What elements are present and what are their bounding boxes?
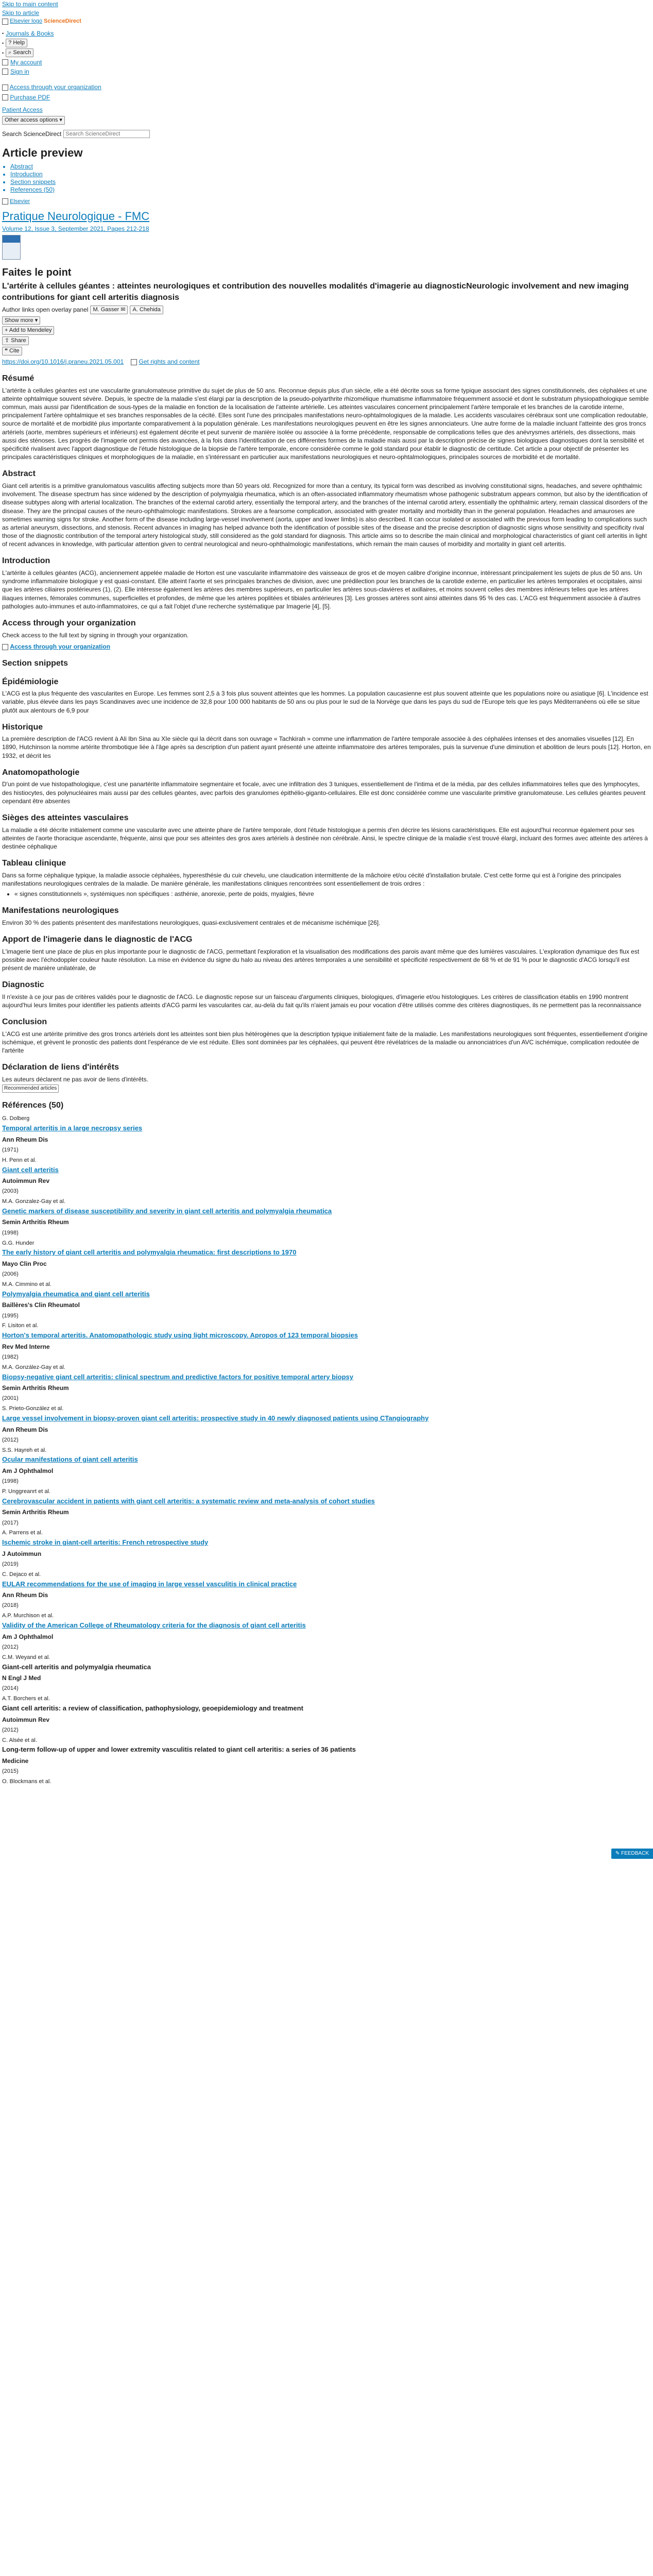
reference-item	[2, 1571, 651, 1609]
reference-item	[2, 1281, 651, 1319]
reference-authors: A. Parrens et al.	[2, 1530, 43, 1536]
reference-year: (1971)	[2, 1146, 19, 1153]
journal-issue-link[interactable]: Volume 12, Issue 3, September 2021, Pages 212-218	[2, 225, 149, 233]
article-category: Faites le point	[2, 267, 72, 279]
resume-text: L'artérite à cellules géantes est une vascularite granulomateuse primitive du sujet de plus de 50 ans. Reconnue depuis plus d'un siècle, elle a été décrite sous sa forme typique associant des signes constitutionnels, des céphalées et une atteinte ophtalmique souvent sévère. Depuis, le spectre de la maladie s'est élargi par la description de la pseudo-polyarthrite rhizomélique rhumatisme inflammatoire fréquemment associé et dont le substratum physiopathologique semble commun, mais aussi par l'identification de sous-types de la maladie en fonction de la localisation de l'atteinte artérielle. Les atteintes vasculaires concernent principalement l'artère temporale et les branches de la carotide interne, principalement l'artère ophtalmique et ses branches responsables de la cécité. Elles sont l'une des principales manifestations neuro-ophtalmologiques de la maladie. Les accidents vasculaires cérébraux sont une complication redoutable, source de mortalité et de morbidité plus importante comparativement à la population générale. Les manifestations neurologiques peuvent en être les signes annonciateurs. Une autre forme de la maladie incluant l'atteinte des gros troncs artériels (aorte, membres supérieurs et inférieurs) est également décrite et peut survenir de manière isolée ou associée à la forme précédente, responsable de complications telles que des anévrysmes artériels, des dissections, mais aussi des sténoses. Les progrès de l'imagerie ont permis des avancées, à la fois dans l'identification de ces différentes formes de la maladie mais aussi par la description précise de signes biologiques diagnostiques dont la sensibilité et spécificité rivalisent avec l'apport diagnostique de l'étude histologique de la biopsie de l'artère temporale, encore considérée comme le gold standard pour établir le diagnostic de certitude. Cet article a pour objectif de présenter les principales caractéristiques cliniques et morphologiques de la maladie, en s'intéressant en particulier aux manifestations neurologiques et neuro-ophtalmologiques, principales sources de morbidité et de mortalité.	[2, 386, 649, 461]
person-icon: ✉	[121, 306, 126, 313]
reference-title[interactable]: Genetic markers of disease susceptibility and severity in giant cell arteritis and polymyalgia rheumatica	[2, 1207, 332, 1215]
institution-icon	[2, 644, 8, 650]
search-label: Search ScienceDirect	[2, 130, 62, 138]
article-title: L'artérite à cellules géantes : atteintes neurologiques et contribution des nouvelles modalités d'imagerie au diagnosticNeurologic involvement and new imaging contributions for giant cell arteritis diagnosis	[2, 282, 629, 302]
reference-title[interactable]: Horton's temporal arteritis. Anatomopathologic study using light microscopy. Apropos of 123 temporal biopsies	[2, 1331, 358, 1340]
reference-title: Giant cell arteritis: a review of classification, pathophysiology, geoepidemiology and treatment	[2, 1704, 303, 1712]
anatomopathologie-text: D'un point de vue histopathologique, c'est une panartérite inflammatoire segmentaire et focale, avec une infiltration des 3 tuniques, essentiellement de l'intima et de la média, par des cellules inflammatoires telles que des lymphocytes, des histiocytes, des polynucléaires mais aussi par des cellules géantes, avec parfois des granulomes épithélio-giganto-cellulaires. Elle est donc considérée comme une vascularite primitive granulomateuse. Les cellules géantes peuvent cependant être absentes	[2, 781, 646, 805]
access-options	[2, 83, 651, 124]
reference-year: (2012)	[2, 1643, 19, 1650]
diagnostic-text: Il n'existe à ce jour pas de critères validés pour le diagnostic de l'ACG. Le diagnostic repose sur un faisceau d'arguments cliniques, biologiques, d'imagerie et/ou histologiques. Les critères de classification établis en 1990 montrent aujourd'hui leurs limites pour identifier les patients atteints d'ACG parmi les vascularites car, au-delà du fait qu'ils n'aient jamais eu pour vocation d'être utilisés comme des critères diagnostiques, ils ne permettent pas la reconnaissance	[2, 993, 642, 1009]
feedback-icon: ✎	[615, 1851, 620, 1856]
author-name: A. Chehida	[132, 306, 161, 313]
reference-year: (2015)	[2, 1768, 19, 1775]
access-org-heading: Access through your organization	[2, 618, 136, 628]
share-button[interactable]	[2, 336, 29, 345]
bullet-icon: •	[2, 31, 4, 37]
nav-help[interactable]	[2, 39, 651, 47]
reference-title[interactable]: Temporal arteritis in a large necropsy series	[2, 1124, 143, 1132]
sciencedirect-logo[interactable]: ScienceDirect	[43, 18, 81, 25]
sieges-heading: Sièges des atteintes vasculaires	[2, 814, 129, 822]
reference-year: (1998)	[2, 1229, 19, 1236]
reference-authors: G.G. Hunder	[2, 1240, 35, 1246]
reference-year: (2012)	[2, 1726, 19, 1733]
cart-icon	[2, 94, 8, 100]
reference-year: (1995)	[2, 1312, 19, 1319]
reference-title: Giant-cell arteritis and polymyalgia rheumatica	[2, 1663, 151, 1671]
reference-journal: J Autoimmun	[2, 1550, 42, 1557]
reference-item	[2, 1364, 651, 1402]
manifestations-heading: Manifestations neurologiques	[2, 906, 119, 916]
reference-title[interactable]: Giant cell arteritis	[2, 1165, 59, 1174]
purchase-pdf-link[interactable]: Purchase PDF	[10, 93, 50, 101]
purchase-pdf-row[interactable]	[2, 93, 651, 101]
reference-journal: Autoimmun Rev	[2, 1177, 50, 1185]
reference-authors: M.A. González-Gay et al.	[2, 1364, 65, 1370]
reference-authors: S.S. Hayreh et al.	[2, 1447, 47, 1453]
institution-icon	[2, 84, 8, 91]
reference-year: (2006)	[2, 1271, 19, 1278]
abstract-heading: Abstract	[2, 469, 36, 479]
other-access-row[interactable]	[2, 115, 651, 125]
elsevier-publisher-icon	[2, 198, 8, 205]
reference-journal: Mayo Clin Proc	[2, 1260, 47, 1267]
access-through-org-link[interactable]: Access through your organization	[9, 83, 101, 91]
sign-in-link[interactable]: Sign in	[10, 68, 29, 76]
reference-item	[2, 1157, 651, 1195]
publisher-logo[interactable]	[2, 198, 651, 206]
tableau-list	[14, 890, 651, 898]
add-to-mendeley-button[interactable]	[2, 326, 54, 335]
publisher-logo-text: Elsevier	[10, 198, 30, 205]
sign-in-icon	[2, 69, 8, 75]
reference-item	[2, 1695, 651, 1734]
reference-title: Long-term follow-up of upper and lower extremity vasculitis related to giant cell arteritis: a series of 36 patients	[2, 1745, 356, 1754]
tableau-text: Dans sa forme céphalique typique, la maladie associe céphalées, hyperesthésie du cuir chevelu, une claudication intermittente de la mâchoire et/ou cécité d'installation brutale. C'est cette forme qui est à l'origine des principales manifestations neurologiques centrales de la maladie. De manière générale, les manifestations cliniques rencontrées sont essentiellement de trois ordres :	[2, 871, 622, 887]
reference-year: (2017)	[2, 1519, 19, 1526]
cite-label: Cite	[9, 348, 20, 354]
reference-journal: Medicine	[2, 1757, 29, 1765]
reference-authors: C.M. Weyand et al.	[2, 1654, 50, 1660]
reference-title[interactable]: The early history of giant cell arteritis and polymyalgia rheumatica: first descriptions to 1970	[2, 1248, 297, 1257]
reference-journal: Semin Arthritis Rheum	[2, 1509, 69, 1516]
reference-journal: Semin Arthritis Rheum	[2, 1384, 69, 1392]
chevron-down-icon: ▾	[59, 117, 62, 124]
reference-item	[2, 1488, 651, 1527]
nav-sign-in[interactable]	[2, 67, 651, 76]
sieges-text: La maladie a été décrite initialement comme une vascularite avec une atteinte phare de l'artère temporale, dont l'étude histologique a permis d'en décrire les lésions caractéristiques. Elle est aujourd'hui reconnue également pour ses atteintes de l'aorte thoracique ascendante, fréquente, ainsi que pour ses atteintes des gros axes artériels à destinée non cérébrale. Ainsi, le spectre clinique de la maladie s'est trouvé élargi, incluant des formes avec atteinte des artères à destinée céphalique	[2, 826, 648, 850]
reference-journal: Semin Arthritis Rheum	[2, 1218, 69, 1226]
journal-title-link[interactable]: Pratique Neurologique - FMC	[2, 209, 150, 223]
feedback-label: FEEDBACK	[621, 1851, 649, 1856]
access-org-text: Check access to the full text by signing in through your organization.	[2, 631, 189, 639]
share-icon: ⇪	[5, 337, 10, 344]
search-nav-button[interactable]	[6, 48, 33, 57]
top-navigation	[2, 29, 651, 76]
header-logos	[2, 18, 651, 25]
reference-title[interactable]: Cerebrovascular accident in patients with giant cell arteritis: a systematic review and meta-analysis of cohort studies	[2, 1497, 375, 1505]
show-more-button[interactable]	[2, 316, 40, 325]
anatomopathologie-heading: Anatomopathologie	[2, 768, 80, 777]
search-input[interactable]	[63, 130, 150, 138]
journals-books-link[interactable]: Journals & Books	[6, 30, 54, 38]
my-account-link[interactable]: My account	[10, 59, 42, 66]
reference-title[interactable]: Ischemic stroke in giant-cell arteritis: French retrospective study	[2, 1538, 209, 1547]
reference-title[interactable]: Validity of the American College of Rheumatology criteria for the diagnosis of giant cell arteritis	[2, 1621, 306, 1630]
reference-title[interactable]: EULAR recommendations for the use of imaging in large vessel vasculitis in clinical practice	[2, 1580, 297, 1588]
reference-item	[2, 1654, 651, 1692]
author-button[interactable]	[90, 306, 128, 314]
help-icon: ?	[8, 40, 12, 46]
reference-year: (1982)	[2, 1353, 19, 1360]
introduction-heading: Introduction	[2, 556, 50, 566]
rights-link[interactable]: Get rights and content	[139, 358, 200, 365]
bullet-icon: •	[2, 40, 4, 46]
search-nav-label: Search	[13, 49, 31, 56]
tableau-heading: Tableau clinique	[2, 859, 66, 868]
doi-link[interactable]: https://doi.org/10.1016/j.praneu.2021.05.001	[2, 358, 124, 365]
other-access-label: Other access options	[5, 117, 58, 124]
skip-to-article-link[interactable]: Skip to article	[2, 9, 40, 17]
rights-row[interactable]	[131, 358, 199, 366]
chevron-down-icon: ▾	[35, 317, 38, 324]
reference-journal: Ann Rheum Dis	[2, 1591, 48, 1599]
copyright-icon	[131, 359, 137, 365]
search-bar	[2, 130, 651, 138]
search-icon: ⌕	[8, 49, 12, 56]
apport-text: L'imagerie tient une place de plus en plus importante pour le diagnostic de l'ACG, permettant l'exploration et la visualisation des modifications des parois avant même que des lumières vasculaires. L'exploration dynamique des flux est possible avec l'échodoppler couleur haute résolution. La mise en évidence du signe du halo au niveau des artères temporales a une sensibilité et spécificité respectivement de 68 % et de 91 % pour le diagnostic d'ACG lorsqu'il est présent de manière unilatérale, de	[2, 947, 640, 972]
nav-my-account[interactable]	[2, 58, 651, 66]
toc-item-section-snippets[interactable]: • Section snippets	[10, 178, 651, 186]
reference-item	[2, 1447, 651, 1485]
apport-heading: Apport de l'imagerie dans le diagnostic de l'ACG	[2, 935, 193, 944]
reference-journal: Am J Ophthalmol	[2, 1633, 54, 1640]
reference-year: (1998)	[2, 1478, 19, 1485]
reference-title[interactable]: Ocular manifestations of giant cell arteritis	[2, 1455, 138, 1464]
epidemiologie-text: L'ACG est la plus fréquente des vascularites en Europe. Les femmes sont 2,5 à 3 fois plus souvent atteintes que les hommes. La population caucasienne est plus souvent atteinte que les populations noire ou asiatique [6]. L'incidence est variable, plus élevée dans les pays Scandinaves avec une incidence de 32,8 pour 100 000 habitants de 50 ans ou plus pour le sud de la Norvège que dans les pays du sud de l'Europe tels que les pays Méditerranéens où elle se situe plutôt aux alentours de 6,9 pour	[2, 690, 648, 714]
help-label: Help	[13, 40, 25, 46]
show-more-label: Show more	[5, 317, 33, 324]
nav-journals-books[interactable]	[2, 29, 651, 38]
nav-search[interactable]	[2, 48, 651, 57]
reference-item	[2, 1612, 651, 1651]
reference-item	[2, 1778, 651, 1786]
reference-item	[2, 1405, 651, 1444]
epidemiologie-heading: Épidémiologie	[2, 677, 59, 686]
reference-item	[2, 1322, 651, 1361]
reference-item	[2, 1115, 651, 1154]
reference-journal: N Engl J Med	[2, 1674, 41, 1682]
reference-year: (2003)	[2, 1188, 19, 1195]
reference-journal: Ann Rheum Dis	[2, 1426, 48, 1433]
toc-item-abstract[interactable]: • Abstract	[10, 163, 651, 171]
reference-journal: Am J Ophthalmol	[2, 1467, 54, 1475]
conclusion-heading: Conclusion	[2, 1018, 47, 1027]
toc-item-references[interactable]: • References (50)	[10, 186, 651, 194]
reference-item	[2, 1240, 651, 1278]
recommended-articles-button[interactable]: Recommended articles	[2, 1084, 59, 1093]
historique-text: La première description de l'ACG revient à Ali Ibn Sina au XIe siècle qui la décrit dans son ouvrage « Tachkirah » comme une inflammation de l'artère temporale associée à des céphalées intenses et des anomalies visuelles [12]. En 1890, Hutchinson la nomme artérite thrombotique liée à l'âge après sa description d'un patient ayant présenté une atteinte inflammatoire des artères temporales, puis la survenue d'une diminution et abolition de leurs pouls [12]. Horton, en 1932, et décrit les	[2, 735, 651, 759]
introduction-text: L'artérite à cellules géantes (ACG), anciennement appelée maladie de Horton est une vascularite inflammatoire des vaisseaux de gros et de moyen calibre d'origine inconnue, intéressant principalement les sujets de plus de 50 ans. Un syndrome inflammatoire biologique y est quasi-constant. Elle atteint l'aorte et ses principales branches de division, avec une prédilection pour les branches de la carotide externe, en particulier les artères temporales et occipitales, ainsi que les artères ciliaires postérieures (1), (2). Elle intéresse également les artères des membres supérieurs, en particulier les artères sous-clavières et axillaires, et moins souvent celles des membres inférieurs telles que les artères iliaques internes, fémorales communes, superficielles et profondes, de même que les artères poplitées et tibiales antérieures [3]. Les grosses artères sont ainsi atteintes dans 95 % des cas. L'ACG est fréquemment associée à d'autres pathologies auto-immunes et auto-inflammatoires, ce qui a fait l'objet d'une recherche systématique par Imagerie [4], [5].	[2, 569, 642, 610]
reference-item	[2, 1198, 651, 1236]
article-actions	[2, 316, 651, 355]
access-through-row[interactable]	[2, 83, 651, 91]
reference-authors: P. Unggreanrt et al.	[2, 1488, 50, 1495]
references-list	[2, 1115, 651, 1786]
user-icon	[2, 59, 8, 65]
reference-year: (2001)	[2, 1395, 19, 1402]
toc-item-introduction[interactable]: • Introduction	[10, 171, 651, 178]
reference-journal: Autoimmun Rev	[2, 1716, 50, 1723]
conclusion-text: L'ACG est une artérite primitive des gros troncs artériels dont les atteintes sont bien plus hétérogènes que la description typique initialement faite de la maladie. Les manifestations neurologiques sont fréquentes, essentiellement d'origine ischémique, et grèvent le pronostic des patients dont l'espérance de vie est réduite. Elles sont dominées par les céphalées, qui peuvent être révélatrices de la maladie ou annonciatrices d'un AVC ischémique, complication redoutée de l'artérite	[2, 1030, 648, 1055]
author-list	[2, 306, 651, 314]
reference-authors: H. Penn et al.	[2, 1157, 37, 1163]
plus-icon: +	[5, 327, 8, 334]
reference-year: (2019)	[2, 1561, 19, 1568]
abstract-text: Giant cell arteritis is a primitive granulomatous vasculitis affecting subjects more than 50 years old. Recognized for more than a century, its typical form was described as involving constitutional signs, headaches, and severe ophthalmic involvement. The disease spectrum has since widened by the description of polymyalgia rheumatica, which is an often-associated inflammatory rheumatism whose pathogenic substratum appears common, but also by the identification of disease subtypes along with arterial localization. The branches of the external carotid artery, essentially the temporal artery, and the branches of the internal carotid artery, essentially the ophthalmic artery, remain classical disorders of the disease. They are the principal causes of the neuro-ophthalmologic manifestations. Strokes are a fearsome complication, associated with greater mortality and morbidity than in the general population. Headaches and amauroses are sometimes warning signs for stroke. Another form of the disease including large-vessel involvement (aorta, upper and lower limbs) is also described. It can occur isolated or associated with the previous form leading to complications such as arterial aneurysm, dissections, and stenosis. Recent advances in imaging has helped advance both the identification of possible sites of the disease and the precise description of diagnostic signs whose sensitivity and specificity rival those of the diagnostic contribution of the temporal artery histological study, still considered as the gold standard for diagnosis. This article aims so to describe the main clinical and morphological characteristics of giant cell arteritis in light of recent advances in knowledge, with particular attention given to central neurological and neuro-ophthalmologic manifestations, which remain the main causes of morbidity and mortality in giant cell arteritis.	[2, 482, 648, 548]
reference-title[interactable]: Polymyalgia rheumatica and giant cell arteritis	[2, 1290, 150, 1298]
elsevier-logo-text[interactable]: Elsevier logo	[10, 18, 42, 25]
access-org-link[interactable]: Access through your organization	[10, 642, 111, 650]
reference-authors: O. Blockmans et al.	[2, 1778, 51, 1785]
quote-icon: ❝	[5, 348, 8, 354]
reference-year: (2012)	[2, 1436, 19, 1443]
reference-year: (2014)	[2, 1685, 19, 1692]
access-org-link-row[interactable]	[2, 639, 651, 651]
reference-title[interactable]: Biopsy-negative giant cell arteritis: clinical spectrum and predictive factors for positive temporal artery biopsy	[2, 1372, 353, 1381]
skip-to-main-link[interactable]: Skip to main content	[2, 1, 58, 8]
reference-journal: Rev Med Interne	[2, 1343, 50, 1350]
reference-item	[2, 1737, 651, 1775]
manifestations-text: Environ 30 % des patients présentent des manifestations neurologiques, quasi-exclusivement centrales et de mécanisme ischémique [26].	[2, 919, 381, 926]
reference-authors: G. Dolberg	[2, 1115, 30, 1122]
references-heading: Références (50)	[2, 1100, 64, 1110]
cite-button[interactable]	[2, 347, 22, 355]
reference-authors: S. Prieto-González et al.	[2, 1405, 64, 1412]
preview-toc	[2, 163, 651, 194]
author-button[interactable]	[130, 306, 163, 314]
article-preview-heading: Article preview	[2, 146, 83, 160]
reference-journal: Ann Rheum Dis	[2, 1136, 48, 1143]
declaration-heading: Déclaration de liens d'intérêts	[2, 1063, 119, 1072]
reference-authors: M.A. Cimmino et al.	[2, 1281, 51, 1287]
reference-authors: F. Lisiton et al.	[2, 1323, 39, 1329]
other-access-options-button[interactable]	[2, 116, 65, 125]
declaration-text: Les auteurs déclarent ne pas avoir de liens d'intérêts.	[2, 1075, 148, 1083]
reference-title[interactable]: Large vessel involvement in biopsy-proven giant cell arteritis: prospective study in 40 newly diagnosed patients using CTangiography	[2, 1414, 429, 1422]
add-to-mendeley-label: Add to Mendeley	[9, 327, 52, 334]
historique-heading: Historique	[2, 722, 43, 732]
bullet-icon: •	[2, 50, 4, 56]
reference-authors: A.T. Borchers et al.	[2, 1696, 50, 1702]
help-button[interactable]	[6, 39, 27, 47]
feedback-button[interactable]	[611, 1849, 653, 1859]
journal-cover-image[interactable]	[2, 235, 21, 260]
reference-authors: C. Alsée et al.	[2, 1737, 37, 1743]
reference-authors: A.P. Murchison et al.	[2, 1613, 54, 1619]
reference-authors: C. Dejaco et al.	[2, 1571, 41, 1578]
resume-heading: Résumé	[2, 374, 35, 383]
patient-access-link[interactable]: Patient Access	[2, 106, 43, 113]
list-item: • « signes constitutionnels », systémiques non spécifiques : asthénie, anorexie, perte de poids, myalgies, fièvre	[14, 890, 651, 898]
elsevier-logo-icon[interactable]	[2, 19, 8, 25]
reference-journal: Baillères's Clin Rheumatol	[2, 1301, 80, 1309]
patient-access-row[interactable]	[2, 106, 651, 114]
doi-row	[2, 358, 651, 366]
reference-authors: M.A. Gonzalez-Gay et al.	[2, 1198, 65, 1205]
author-name: M. Gasser	[93, 306, 119, 313]
share-label: Share	[11, 337, 26, 344]
section-snippets-heading: Section snippets	[2, 658, 68, 668]
reference-item	[2, 1529, 651, 1568]
reference-year: (2018)	[2, 1602, 19, 1609]
diagnostic-heading: Diagnostic	[2, 980, 44, 990]
author-links-label: Author links open overlay panel	[2, 306, 89, 313]
